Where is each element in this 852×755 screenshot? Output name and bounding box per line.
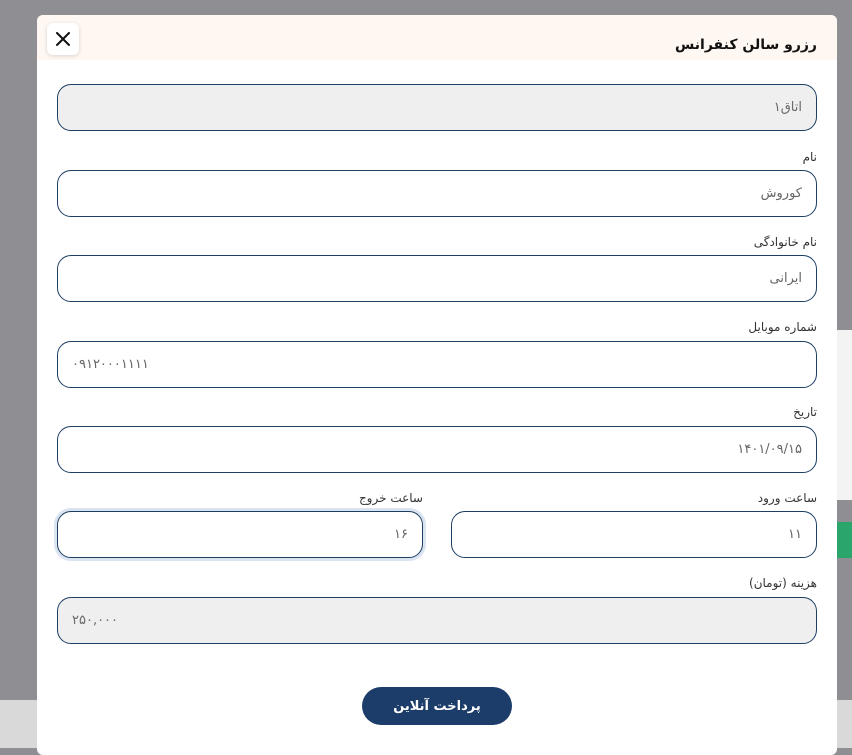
cost-label: هزینه (تومان): [749, 576, 817, 590]
room-field[interactable]: [57, 84, 817, 131]
close-button[interactable]: [47, 23, 79, 55]
first-name-input[interactable]: [57, 170, 817, 217]
background-page-panel: [837, 330, 852, 500]
first-name-label: نام: [802, 150, 817, 164]
exit-time-input[interactable]: [57, 511, 423, 558]
entry-time-input[interactable]: [451, 511, 817, 558]
modal-header: [37, 15, 837, 60]
mobile-label: شماره موبایل: [748, 320, 817, 334]
date-input[interactable]: [57, 426, 817, 473]
exit-time-label: ساعت خروج: [358, 491, 423, 505]
mobile-input[interactable]: [57, 341, 817, 388]
last-name-input[interactable]: [57, 255, 817, 302]
modal-title: رزرو سالن کنفرانس: [675, 37, 817, 53]
cost-field[interactable]: [57, 597, 817, 644]
pay-online-button[interactable]: پرداخت آنلاین: [362, 687, 512, 725]
background-page-button: [837, 522, 852, 558]
last-name-label: نام خانوادگی: [753, 235, 817, 249]
close-icon: [56, 32, 70, 46]
date-label: تاریخ: [793, 405, 817, 419]
entry-time-label: ساعت ورود: [757, 491, 817, 505]
conference-booking-modal: [37, 15, 837, 755]
